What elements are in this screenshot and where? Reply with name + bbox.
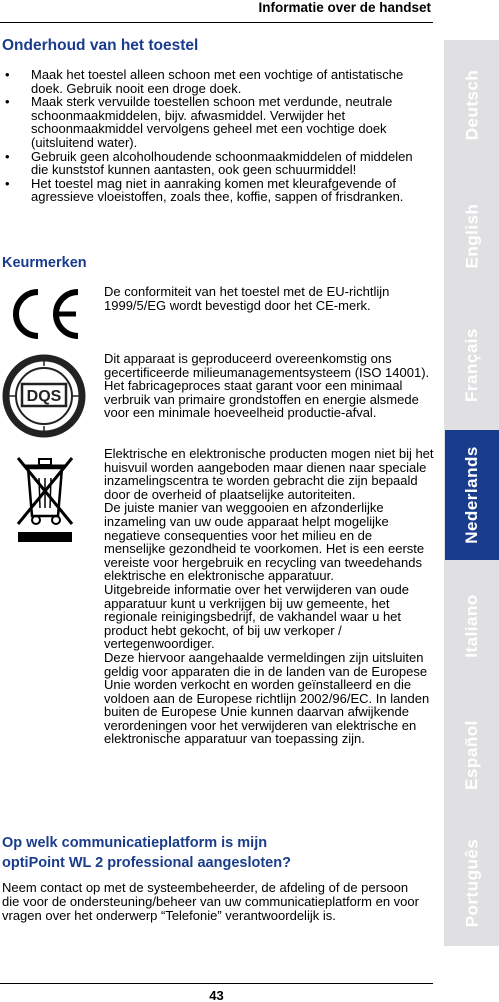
tab-deutsch[interactable] xyxy=(444,40,499,170)
weee-description xyxy=(104,447,434,746)
tab-espanol[interactable] xyxy=(444,692,499,818)
heading-line: optiPoint WL 2 professional aangesloten? xyxy=(2,855,291,871)
weee-paragraph: Uitgebreide informatie over het verwijderen van oude apparatuur kunt u verkrijgen bij uw gemeente, het regionale reinigingsbedrijf, de vakhandel waar u het product hebt gekocht, of bij uw verkoper / vertegenwoordiger. xyxy=(104,581,409,652)
svg-text:DQS: DQS xyxy=(26,388,62,405)
ce-description: De conformiteit van het toestel met de EU-richtlijn 1999/5/EG wordt bevestigd door het CE-merk. xyxy=(104,284,390,313)
tab-label: Português xyxy=(462,838,481,928)
ce-mark-icon xyxy=(2,286,86,347)
dqs-certification-logo xyxy=(2,352,88,445)
section-heading-maintenance: Onderhoud van het toestel xyxy=(2,37,199,54)
page-number: 43 xyxy=(209,988,224,1002)
footer-divider xyxy=(0,983,433,984)
tab-label: English xyxy=(462,203,481,269)
tab-italiano[interactable] xyxy=(444,562,499,690)
platform-description: Neem contact op met de systeembeheerder, de afdeling of de persoon die voor de ondersteuning/beheer van uw communicatieplatform en voor vragen over het onderwerp “Telefonie” verantwoordelijk is. xyxy=(2,880,419,923)
list-item: • Het toestel mag niet in aanraking komen met kleurafgevende of agressieve vloeistoffen, zoals thee, koffie, sappen of frisdranken. xyxy=(2,177,432,204)
tab-label: Español xyxy=(462,720,481,790)
list-item: • Maak sterk vervuilde toestellen schoon met verdunde, neutrale schoonmaakmiddelen, bijv. afwasmiddel. Verwijder het schoonmaakmiddel vervolgens geheel met een vochtige doek (uitsluitend water). xyxy=(2,95,432,149)
running-header: Informatie over de handset xyxy=(258,0,431,15)
header-divider xyxy=(0,22,433,23)
heading-line: Op welk communicatieplatform is mijn xyxy=(2,835,268,851)
list-item: • Maak het toestel alleen schoon met een vochtige of antistatische doek. Gebruik nooit een droge doek. xyxy=(2,68,432,95)
tab-label: Italiano xyxy=(462,594,482,658)
tab-label: Français xyxy=(462,328,481,402)
tab-label: Deutsch xyxy=(462,69,482,141)
tab-portugues[interactable] xyxy=(444,820,499,946)
weee-paragraph: De juiste manier van weggooien en afzonderlijke inzameling van uw oude apparaat helpt mogelijke negatieve consequenties voor het milieu en de menselijke gezondheid te voorkomen. Het is een eerste vereiste voor hergebruik en recycling van tweedehands elektrische en elektronische apparatuur. xyxy=(104,500,425,584)
section-heading-keurmerken: Keurmerken xyxy=(2,255,87,271)
crossed-out-wheelie-bin-icon xyxy=(14,454,76,551)
section-heading-platform xyxy=(2,833,291,873)
tab-nederlands[interactable] xyxy=(444,430,499,560)
dqs-description: Dit apparaat is geproduceerd overeenkomstig ons gecertificeerde milieumanagementsysteem (ISO 14001). Het fabricageproces staat garant voor een minimaal verbruik van primaire grondstoffen en energie alsmede voor een minimale hoeveelheid productie-afval. xyxy=(104,351,430,421)
tab-english[interactable] xyxy=(444,172,499,300)
list-item: • Gebruik geen alcoholhoudende schoonmaakmiddelen of middelen die kunststof kunnen aantasten, ook geen schuurmiddel! xyxy=(2,150,432,177)
tab-francais[interactable] xyxy=(444,302,499,428)
maintenance-list xyxy=(2,68,432,204)
weee-paragraph: Deze hiervoor aangehaalde vermeldingen zijn uitsluiten geldig voor apparaten die in de landen van de Europese Unie worden verkocht en worden geïnstalleerd en die voldoen aan de Europese richtlijn 2002/96/EC. In landen buiten de Europese Unie kunnen daarvan afwijkende verordeningen voor het verwijderen van elektrische en elektronische apparatuur van toepassing zijn. xyxy=(104,649,430,747)
tab-label: Nederlands xyxy=(462,446,481,544)
weee-paragraph: Elektrische en elektronische producten mogen niet bij het huisvuil worden aangeboden maar dienen naar speciale inzamelingscentra te worden gebracht die zijn bepaald door de overheid of plaatselijke autoriteiten. xyxy=(104,446,434,502)
